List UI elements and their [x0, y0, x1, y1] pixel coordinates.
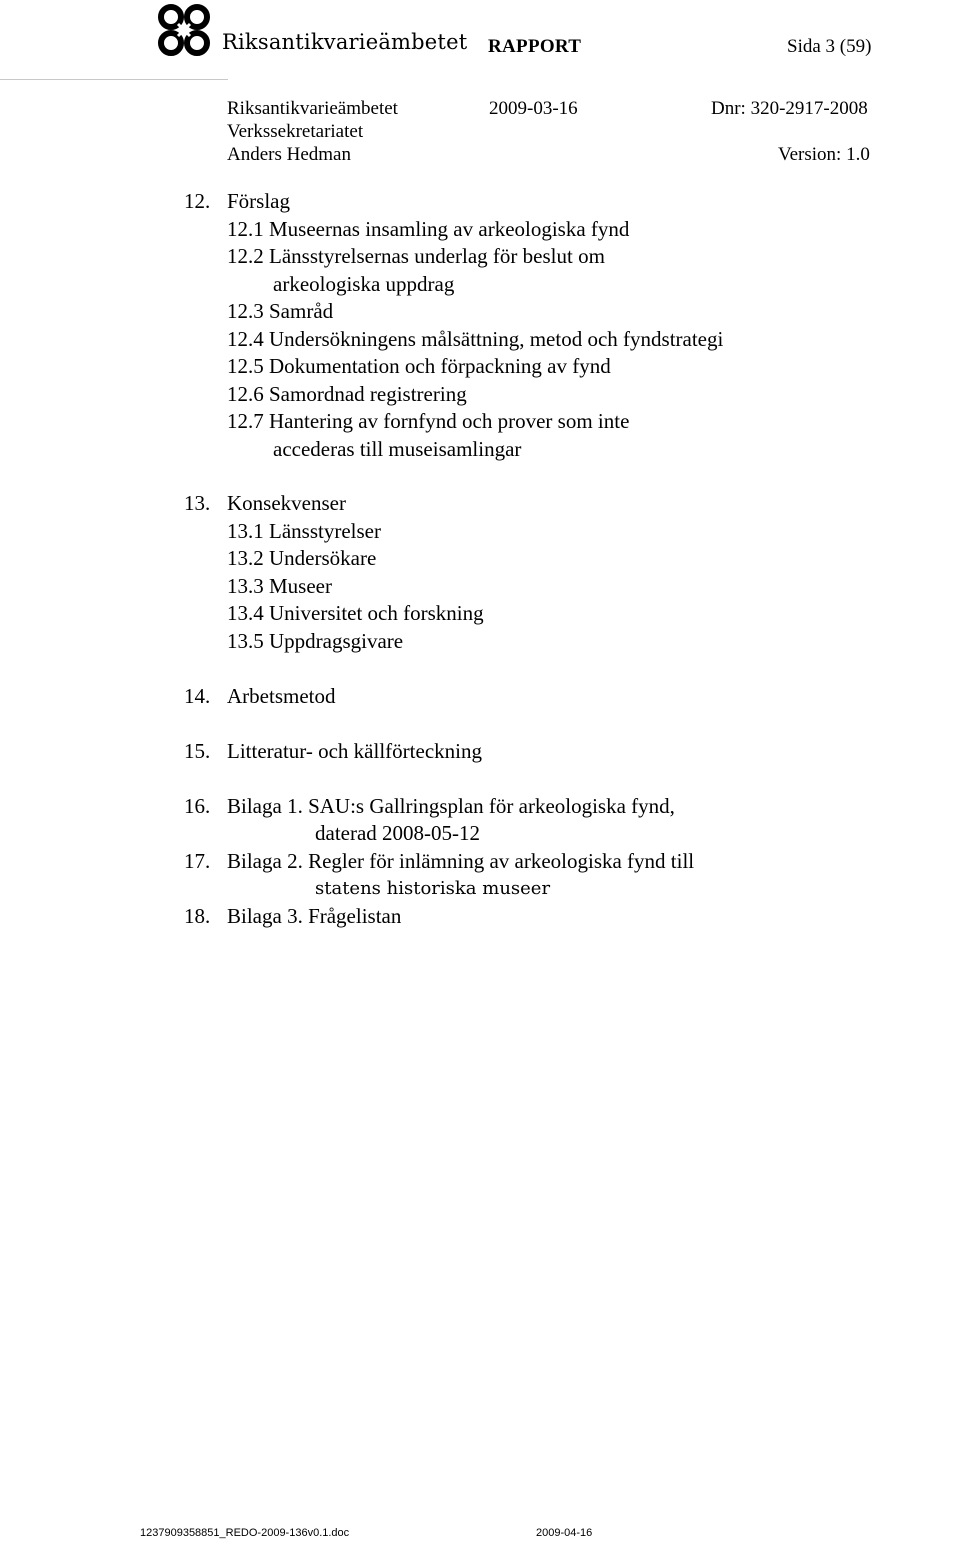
toc-entry-title: 12.5 Dokumentation och förpackning av fynd [227, 354, 611, 378]
page-count: Sida 3 (59) [787, 36, 872, 57]
toc-entry-number: 16. [184, 794, 211, 818]
toc-entry-number: 14. [184, 684, 211, 708]
meta-date: 2009-03-16 [489, 98, 578, 119]
toc-entry-title: arkeologiska uppdrag [273, 272, 455, 296]
toc-entry-title: 13.1 Länsstyrelser [227, 519, 381, 543]
toc-entry-number: 18. [184, 904, 211, 928]
meta-dept: Verkssekretariatet [227, 121, 364, 142]
toc-entry-title: 12.6 Samordnad registrering [227, 382, 467, 406]
report-label: RAPPORT [488, 36, 582, 57]
toc-entry-title: statens historiska museer [315, 878, 551, 899]
toc-entry-title: 12.4 Undersökningens målsättning, metod och fyndstrategi [227, 327, 724, 351]
toc-entry-title: Konsekvenser [227, 491, 346, 515]
toc-entry-title: Bilaga 1. SAU:s Gallringsplan för arkeologiska fynd, [227, 794, 675, 818]
footer-filename: 1237909358851_REDO-2009-136v0.1.doc [140, 1527, 350, 1539]
toc-entry-title: 13.4 Universitet och forskning [227, 601, 484, 625]
raa-logo-icon [156, 2, 212, 58]
meta-org: Riksantikvarieämbetet [227, 98, 398, 119]
toc-entry-title: 13.3 Museer [227, 574, 332, 598]
toc-entry-title: Arbetsmetod [227, 684, 336, 708]
meta-author: Anders Hedman [227, 144, 351, 165]
meta-dnr: Dnr: 320-2917-2008 [711, 98, 868, 119]
toc-entry-title: accederas till museisamlingar [273, 437, 522, 461]
toc-entry-number: 15. [184, 739, 211, 763]
toc-entry-title: 12.7 Hantering av fornfynd och prover som inte [227, 409, 630, 433]
header-divider [0, 79, 228, 80]
toc-entry-title: Förslag [227, 189, 290, 213]
toc-entry-number: 13. [184, 491, 211, 515]
toc-entry-title: 12.2 Länsstyrelsernas underlag för beslut om [227, 244, 605, 268]
meta-version: Version: 1.0 [778, 144, 870, 165]
toc-entry-title: 12.1 Museernas insamling av arkeologiska fynd [227, 217, 630, 241]
toc-entry-number: 12. [184, 189, 211, 213]
toc-entry-title: 12.3 Samråd [227, 299, 334, 323]
toc-entry-title: 13.5 Uppdragsgivare [227, 629, 404, 653]
toc-entry-title: Bilaga 3. Frågelistan [227, 904, 402, 928]
toc-entry-number: 17. [184, 849, 211, 873]
toc-entry-title: daterad 2008-05-12 [315, 821, 481, 845]
org-logo-text: Riksantikvarieämbetet [222, 30, 468, 54]
toc-entry-title: Bilaga 2. Regler för inlämning av arkeologiska fynd till [227, 849, 695, 873]
footer-date: 2009-04-16 [536, 1527, 593, 1539]
toc-entry-title: 13.2 Undersökare [227, 546, 377, 570]
toc-entry-title: Litteratur- och källförteckning [227, 739, 482, 763]
